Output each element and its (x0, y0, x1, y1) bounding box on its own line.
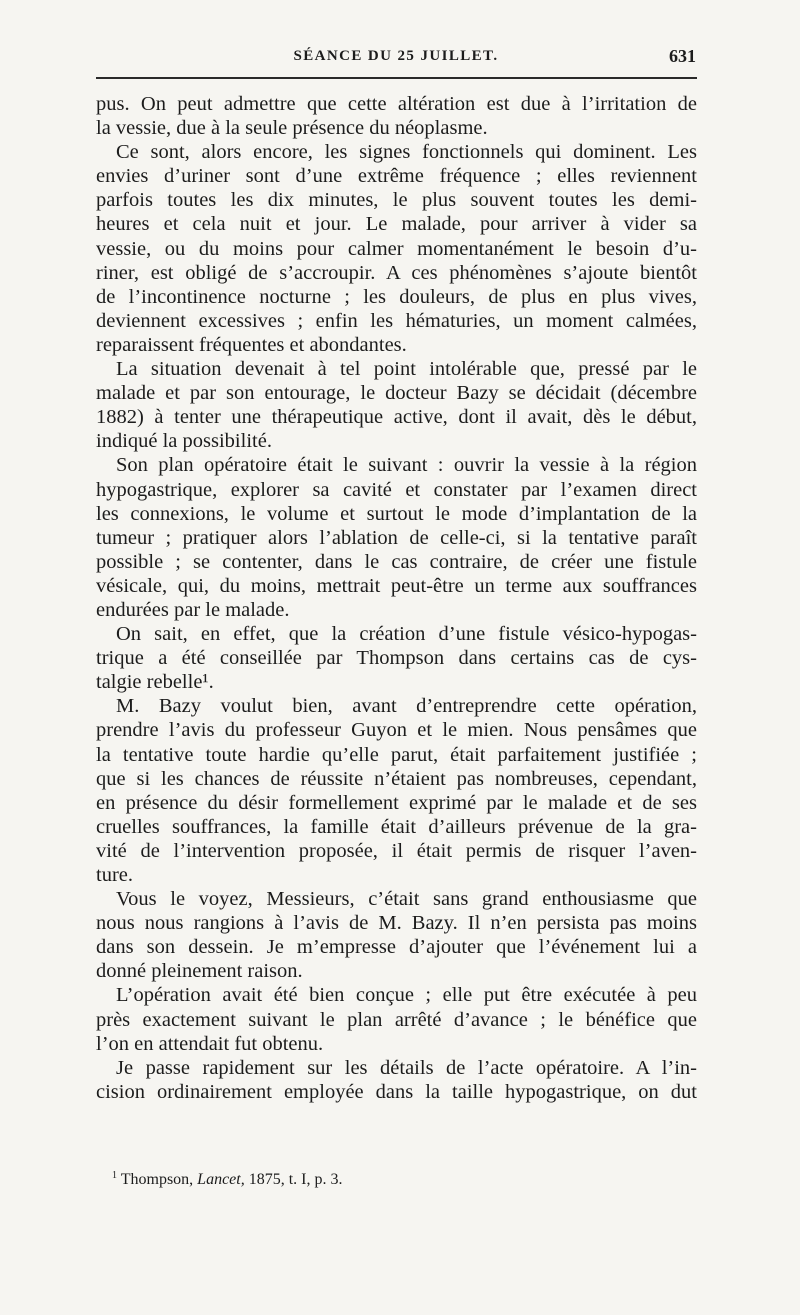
running-head (96, 48, 696, 72)
text-line: les connexions, le volume et surtout le mode d’implantation de la (96, 502, 697, 525)
text-line: cruelles souffrances, la famille était d’ailleurs prévenue de la gra- (96, 815, 697, 838)
text-line: de l’incontinence nocturne ; les douleurs, de plus en plus vives, (96, 285, 697, 308)
text-line: Ce sont, alors encore, les signes fonctionnels qui dominent. Les (116, 141, 697, 164)
text-line: reparaissent fréquentes et abondantes. (96, 333, 407, 356)
header-rule (96, 77, 697, 79)
text-line: vité de l’intervention proposée, il était permis de risquer l’aven- (96, 839, 697, 862)
text-line: la tentative toute hardie qu’elle parut, était parfaitement justifiée ; (96, 743, 697, 766)
text-line: vésicale, qui, du moins, mettrait peut-être un terme aux souffrances (96, 574, 697, 597)
text-line: Je passe rapidement sur les détails de l’acte opératoire. A l’in- (116, 1056, 697, 1079)
text-line: près exactement suivant le plan arrêté d’avance ; le bénéfice que (96, 1008, 697, 1031)
text-line: malade et par son entourage, le docteur Bazy se décidait (décembre (96, 382, 697, 405)
text-line: cision ordinairement employée dans la taille hypogastrique, on dut (96, 1080, 697, 1103)
text-line: pus. On peut admettre que cette altération est due à l’irritation de (96, 93, 697, 115)
text-line: prendre l’avis du professeur Guyon et le mien. Nous pensâmes que (96, 719, 697, 742)
page-number: 631 (669, 46, 696, 66)
running-title: SÉANCE DU 25 JUILLET. (293, 48, 499, 64)
text-line: possible ; se contenter, dans le cas contraire, de créer une fistule (96, 550, 697, 573)
text-line: On sait, en effet, que la création d’une fistule vésico-hypogas- (116, 623, 697, 646)
text-line: La situation devenait à tel point intolérable que, pressé par le (116, 358, 697, 381)
text-line: vessie, ou du moins pour calmer momentanément le besoin d’u- (96, 237, 697, 260)
text-line: Son plan opératoire était le suivant : ouvrir la vessie à la région (116, 454, 697, 477)
text-line: Vous le voyez, Messieurs, c’était sans grand enthousiasme que (116, 888, 697, 911)
text-line: que si les chances de réussite n’étaient pas nombreuses, cependant, (96, 767, 697, 790)
text-line: riner, est obligé de s’accroupir. A ces phénomènes s’ajoute bientôt (96, 261, 697, 284)
footnote-details: 1875, t. I, p. 3. (248, 1171, 343, 1188)
text-line: dans son dessein. Je m’empresse d’ajouter que l’événement lui a (96, 936, 697, 959)
text-line: M. Bazy voulut bien, avant d’entreprendre cette opération, (116, 695, 697, 718)
text-line: hypogastrique, explorer sa cavité et constater par l’examen direct (96, 478, 697, 501)
text-line: talgie rebelle¹. (96, 671, 214, 694)
footnote-journal: Lancet, (197, 1171, 245, 1188)
text-line: deviennent excessives ; enfin les hématuries, un moment calmées, (96, 309, 697, 332)
text-line: trique a été conseillée par Thompson dans certains cas de cys- (96, 647, 697, 670)
text-line: 1882) à tenter une thérapeutique active, dont il avait, dès le début, (96, 406, 697, 429)
text-line: nous nous rangions à l’avis de M. Bazy. Il n’en persista pas moins (96, 912, 697, 935)
text-line: heures et cela nuit et jour. Le malade, pour arriver à vider sa (96, 213, 697, 236)
text-line: indiqué la possibilité. (96, 430, 272, 453)
text-line: parfois toutes les dix minutes, le plus souvent toutes les demi- (96, 189, 697, 212)
text-line: en présence du désir formellement exprimé par le malade et de ses (96, 791, 697, 814)
body-text (96, 92, 697, 1104)
text-line: envies d’uriner sont d’une extrême fréquence ; elles reviennent (96, 165, 697, 188)
text-line: endurées par le malade. (96, 598, 290, 621)
text-line: ture. (96, 864, 133, 886)
text-line: l’on en attendait fut obtenu. (96, 1032, 324, 1055)
footnote (112, 1166, 343, 1190)
text-line: la vessie, due à la seule présence du néoplasme. (96, 117, 488, 140)
text-line: L’opération avait été bien conçue ; elle put être exécutée à peu (116, 984, 697, 1007)
footnote-marker: 1 (112, 1170, 117, 1181)
footnote-author: Thompson, (120, 1171, 194, 1188)
text-line: donné pleinement raison. (96, 960, 303, 983)
text-line: tumeur ; pratiquer alors l’ablation de celle-ci, si la tentative paraît (96, 526, 697, 549)
